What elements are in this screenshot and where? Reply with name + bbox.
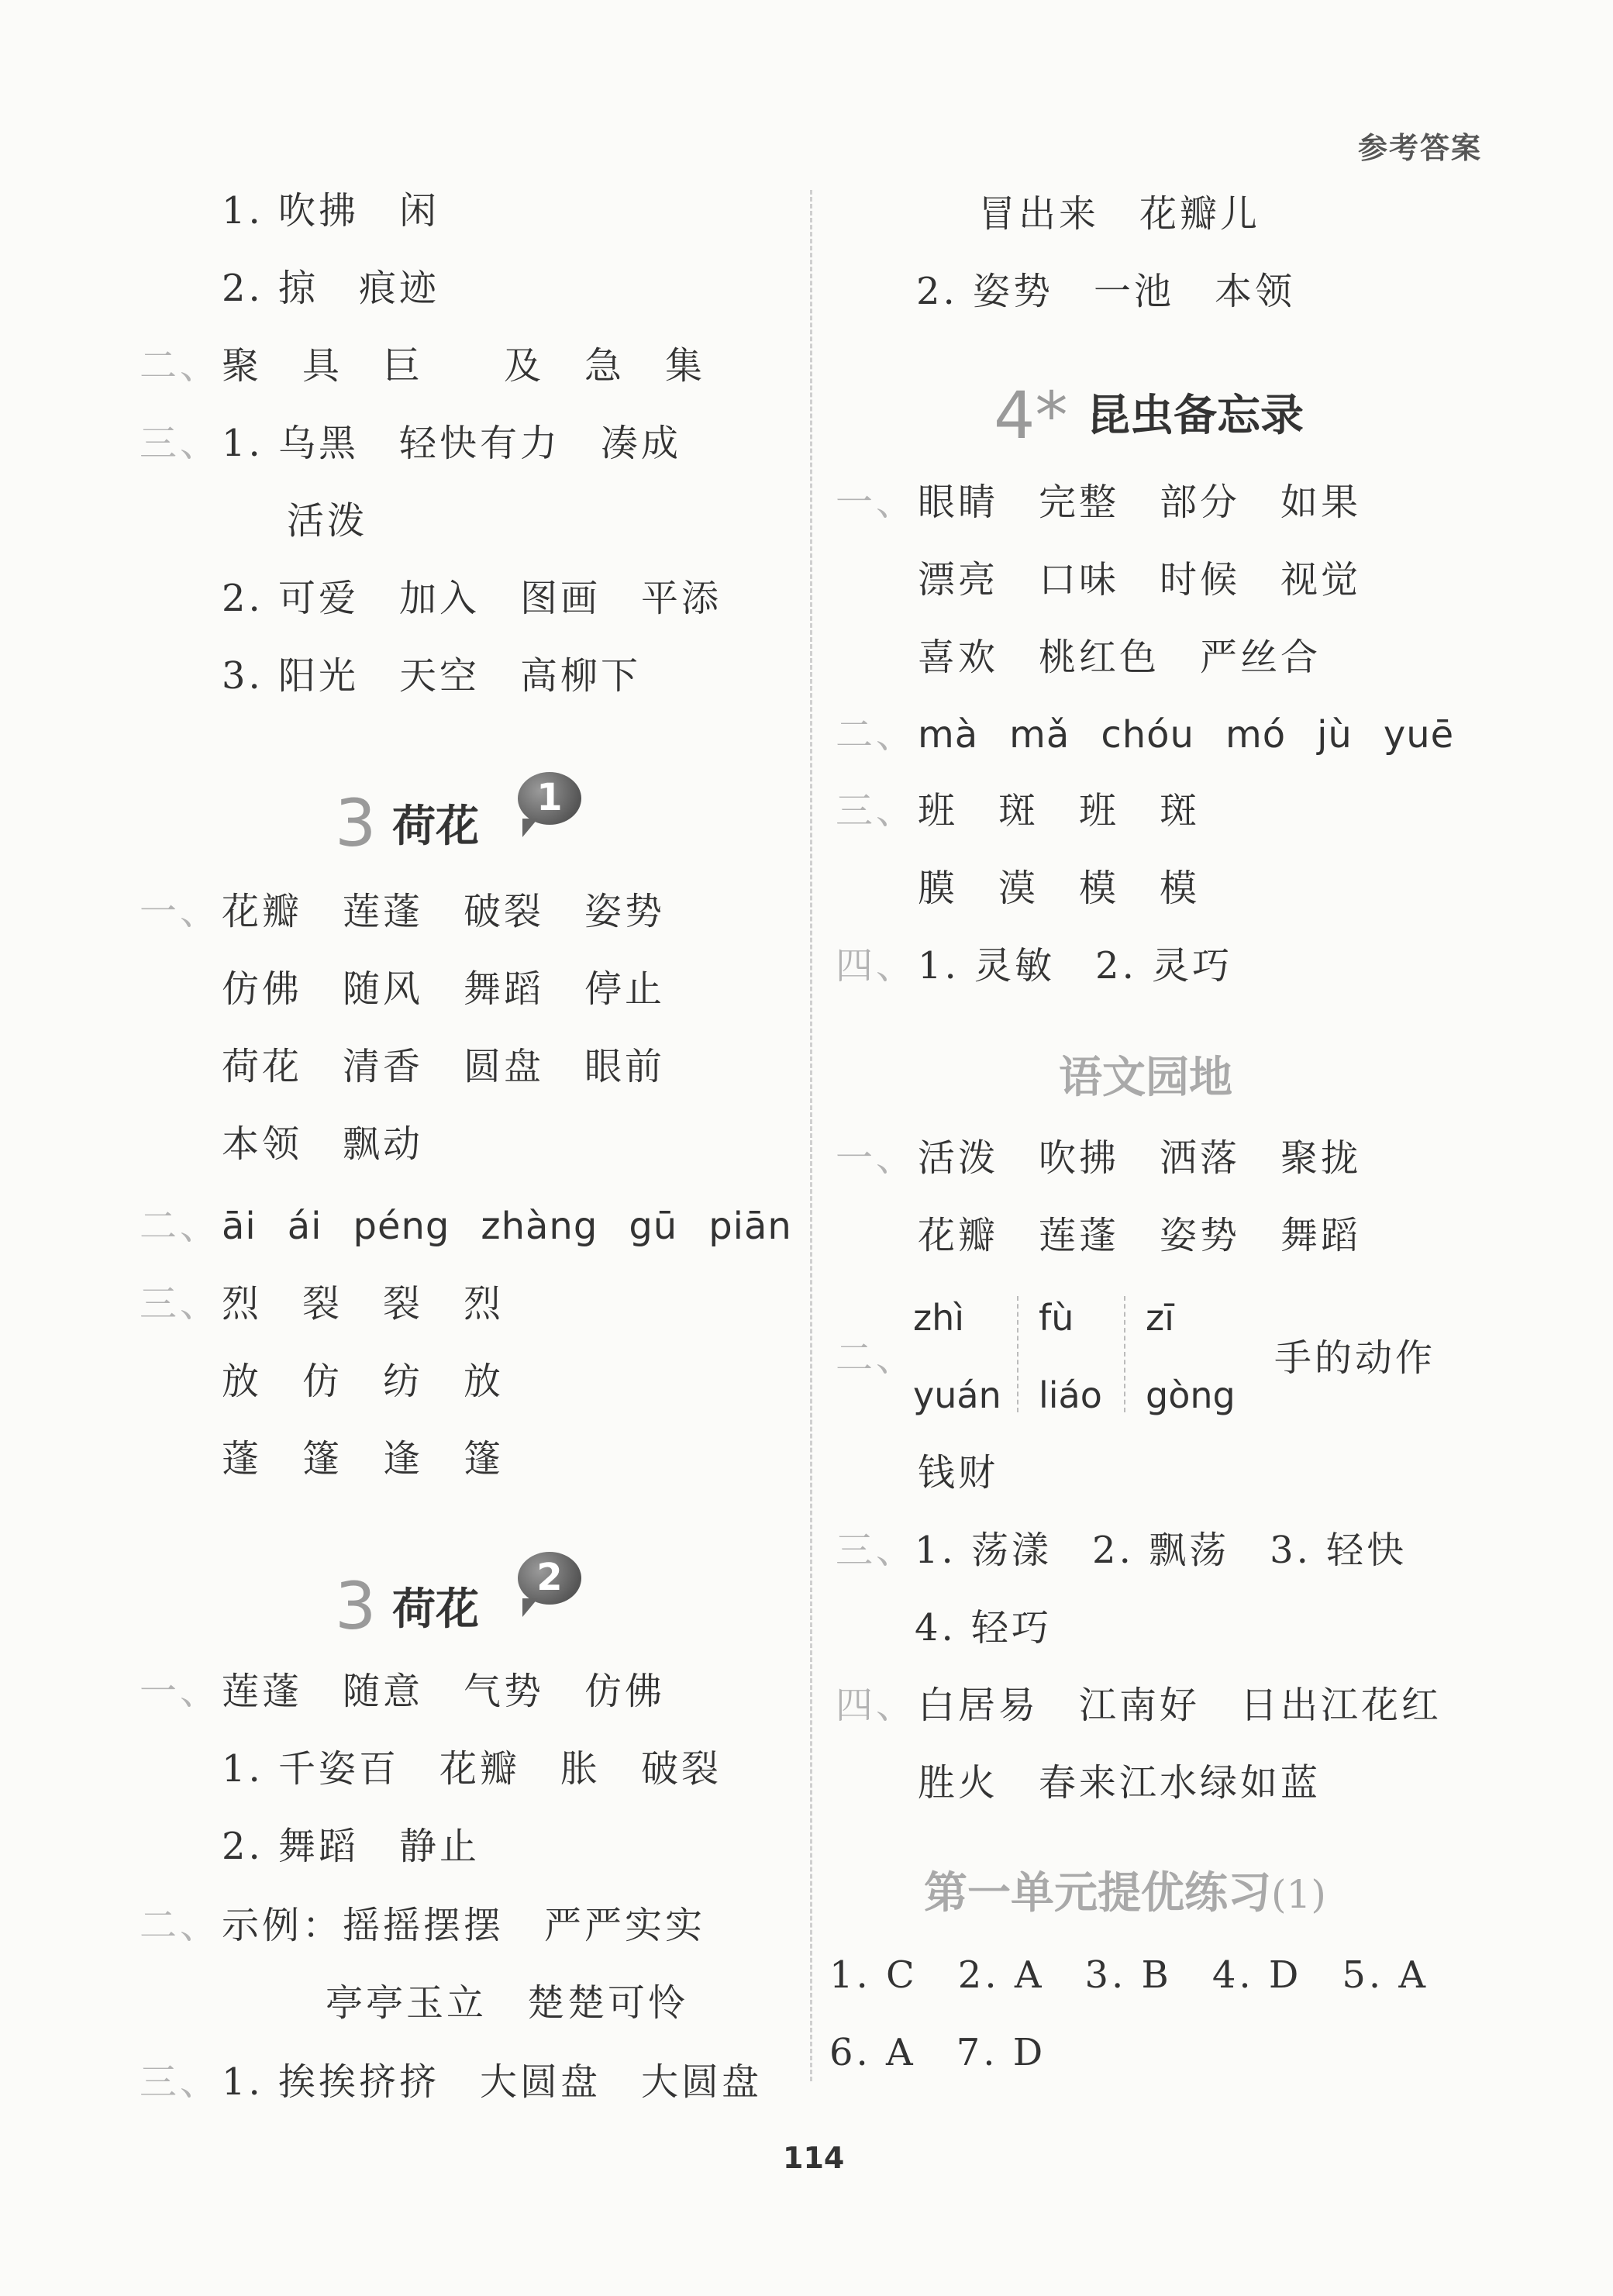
pinyin: āi — [222, 1205, 257, 1248]
pinyin-cell: fù — [1039, 1297, 1074, 1339]
grid-divider — [1124, 1296, 1125, 1412]
answer-line: 1. 吹拂 闲 — [222, 189, 440, 233]
pinyin: mǎ — [1009, 713, 1070, 757]
answer-line: 漂亮 口味 时候 视觉 — [918, 558, 1362, 602]
pinyin-line — [918, 712, 1454, 758]
answer-line: 6. A 7. D — [829, 2031, 1046, 2074]
answer-line: 本领 飘动 — [222, 1122, 424, 1166]
section-marker: 一、 — [140, 890, 221, 933]
lesson-number: 3 — [335, 1568, 377, 1644]
section-marker: 四、 — [836, 944, 917, 988]
pinyin-line — [222, 1203, 792, 1250]
section-marker: 一、 — [836, 481, 917, 524]
answer-line: 1. C 2. A 3. B 4. D 5. A — [829, 1953, 1429, 1997]
pinyin-cell: zhì — [913, 1297, 965, 1339]
section-marker: 四、 — [836, 1684, 917, 1727]
pinyin: mó — [1225, 713, 1287, 757]
pinyin-cell: liáo — [1039, 1374, 1102, 1416]
answer-line: 冒出来 花瓣儿 — [978, 192, 1261, 236]
lesson-badge: 1 — [518, 772, 581, 825]
answer-line: 1. 荡漾 2. 飘荡 3. 轻快 — [915, 1529, 1408, 1572]
lesson-title: 昆虫备忘录 — [1087, 391, 1304, 441]
answer-line: 1. 灵敏 2. 灵巧 — [918, 944, 1233, 988]
lesson-number: 4* — [994, 377, 1068, 453]
pinyin: piān — [708, 1205, 792, 1248]
header-label: 参考答案 — [1358, 131, 1483, 165]
answer-line: 花瓣 莲蓬 破裂 姿势 — [222, 890, 666, 933]
answer-line: 烈 裂 裂 烈 — [222, 1282, 505, 1326]
section-marker: 二、 — [140, 1904, 221, 1947]
answer-line: 胜火 春来江水绿如蓝 — [918, 1761, 1322, 1805]
grid-divider — [1017, 1296, 1018, 1412]
pinyin-cell: gòng — [1146, 1374, 1236, 1416]
pinyin-cell: zī — [1146, 1297, 1174, 1339]
section-title-text: 第一单元提优练习 — [924, 1868, 1271, 1919]
answer-line: 4. 轻巧 — [915, 1606, 1053, 1650]
answer-line: 白居易 江南好 日出江花红 — [918, 1684, 1442, 1727]
answer-line: 放 仿 纺 放 — [222, 1360, 505, 1403]
section-marker: 一、 — [836, 1136, 917, 1180]
section-marker: 二、 — [140, 1205, 221, 1248]
pinyin: chóu — [1101, 713, 1194, 757]
answer-line: 亭亭玉立 楚楚可怜 — [326, 1981, 689, 2025]
lesson-title: 荷花 — [392, 1584, 479, 1635]
answer-line: 1. 挨挨挤挤 大圆盘 大圆盘 — [222, 2060, 763, 2104]
answer-line: 蓬 篷 逢 篷 — [222, 1437, 505, 1481]
section-title: 语文园地 — [1059, 1053, 1232, 1103]
section-marker: 二、 — [140, 344, 221, 388]
answer-line: 活泼 吹拂 洒落 聚拢 — [918, 1136, 1362, 1180]
answer-line: 聚 具 巨 及 急 集 — [222, 344, 706, 388]
answer-line: 3. 阳光 天空 高柳下 — [222, 654, 642, 698]
pinyin: mà — [918, 713, 979, 757]
lesson-title: 荷花 — [392, 802, 479, 852]
lesson-badge: 2 — [518, 1552, 581, 1605]
answer-line: 示例：摇摇摆摆 严严实实 — [222, 1904, 706, 1947]
lesson-number: 3 — [335, 785, 377, 861]
pinyin: jù — [1317, 713, 1353, 757]
pinyin: yuē — [1383, 713, 1455, 757]
pinyin: zhàng — [481, 1205, 598, 1248]
section-marker: 三、 — [140, 422, 221, 465]
answer-line: 莲蓬 随意 气势 仿佛 — [222, 1670, 666, 1713]
section-marker: 二、 — [836, 1336, 917, 1380]
answer-line: 喜欢 桃红色 严丝合 — [918, 636, 1322, 679]
section-marker: 三、 — [836, 789, 917, 833]
answer-line: 班 斑 班 斑 — [918, 789, 1201, 833]
pinyin: péng — [353, 1205, 450, 1248]
answer-line: 钱财 — [918, 1451, 999, 1494]
page-number: 114 — [783, 2141, 845, 2175]
answer-line: 手的动作 — [1274, 1336, 1436, 1380]
answer-line: 荷花 清香 圆盘 眼前 — [222, 1045, 666, 1088]
section-marker: 三、 — [140, 1282, 221, 1326]
section-title-suffix: (1) — [1271, 1872, 1326, 1917]
section-title — [924, 1867, 1326, 1922]
answer-line: 2. 姿势 一池 本领 — [916, 270, 1296, 313]
answer-line: 1. 乌黑 轻快有力 凑成 — [222, 422, 682, 465]
answer-line: 活泼 — [287, 499, 368, 543]
section-marker: 二、 — [836, 713, 917, 757]
answer-line: 仿佛 随风 舞蹈 停止 — [222, 967, 666, 1011]
pinyin-cell: yuán — [913, 1374, 1001, 1416]
pinyin: ái — [287, 1205, 322, 1248]
answer-line: 1. 千姿百 花瓣 胀 破裂 — [222, 1747, 722, 1791]
section-marker: 三、 — [140, 2060, 221, 2104]
section-marker: 一、 — [140, 1670, 221, 1713]
answer-line: 2. 掠 痕迹 — [222, 267, 440, 310]
answer-line: 眼睛 完整 部分 如果 — [918, 481, 1362, 524]
answer-line: 花瓣 莲蓬 姿势 舞蹈 — [918, 1214, 1362, 1257]
answer-line: 2. 可爱 加入 图画 平添 — [222, 577, 722, 620]
answer-line: 膜 漠 模 模 — [918, 867, 1201, 910]
answer-line: 2. 舞蹈 静止 — [222, 1825, 481, 1868]
section-marker: 三、 — [836, 1529, 917, 1572]
pinyin: gū — [629, 1205, 678, 1248]
column-divider — [810, 190, 812, 2081]
